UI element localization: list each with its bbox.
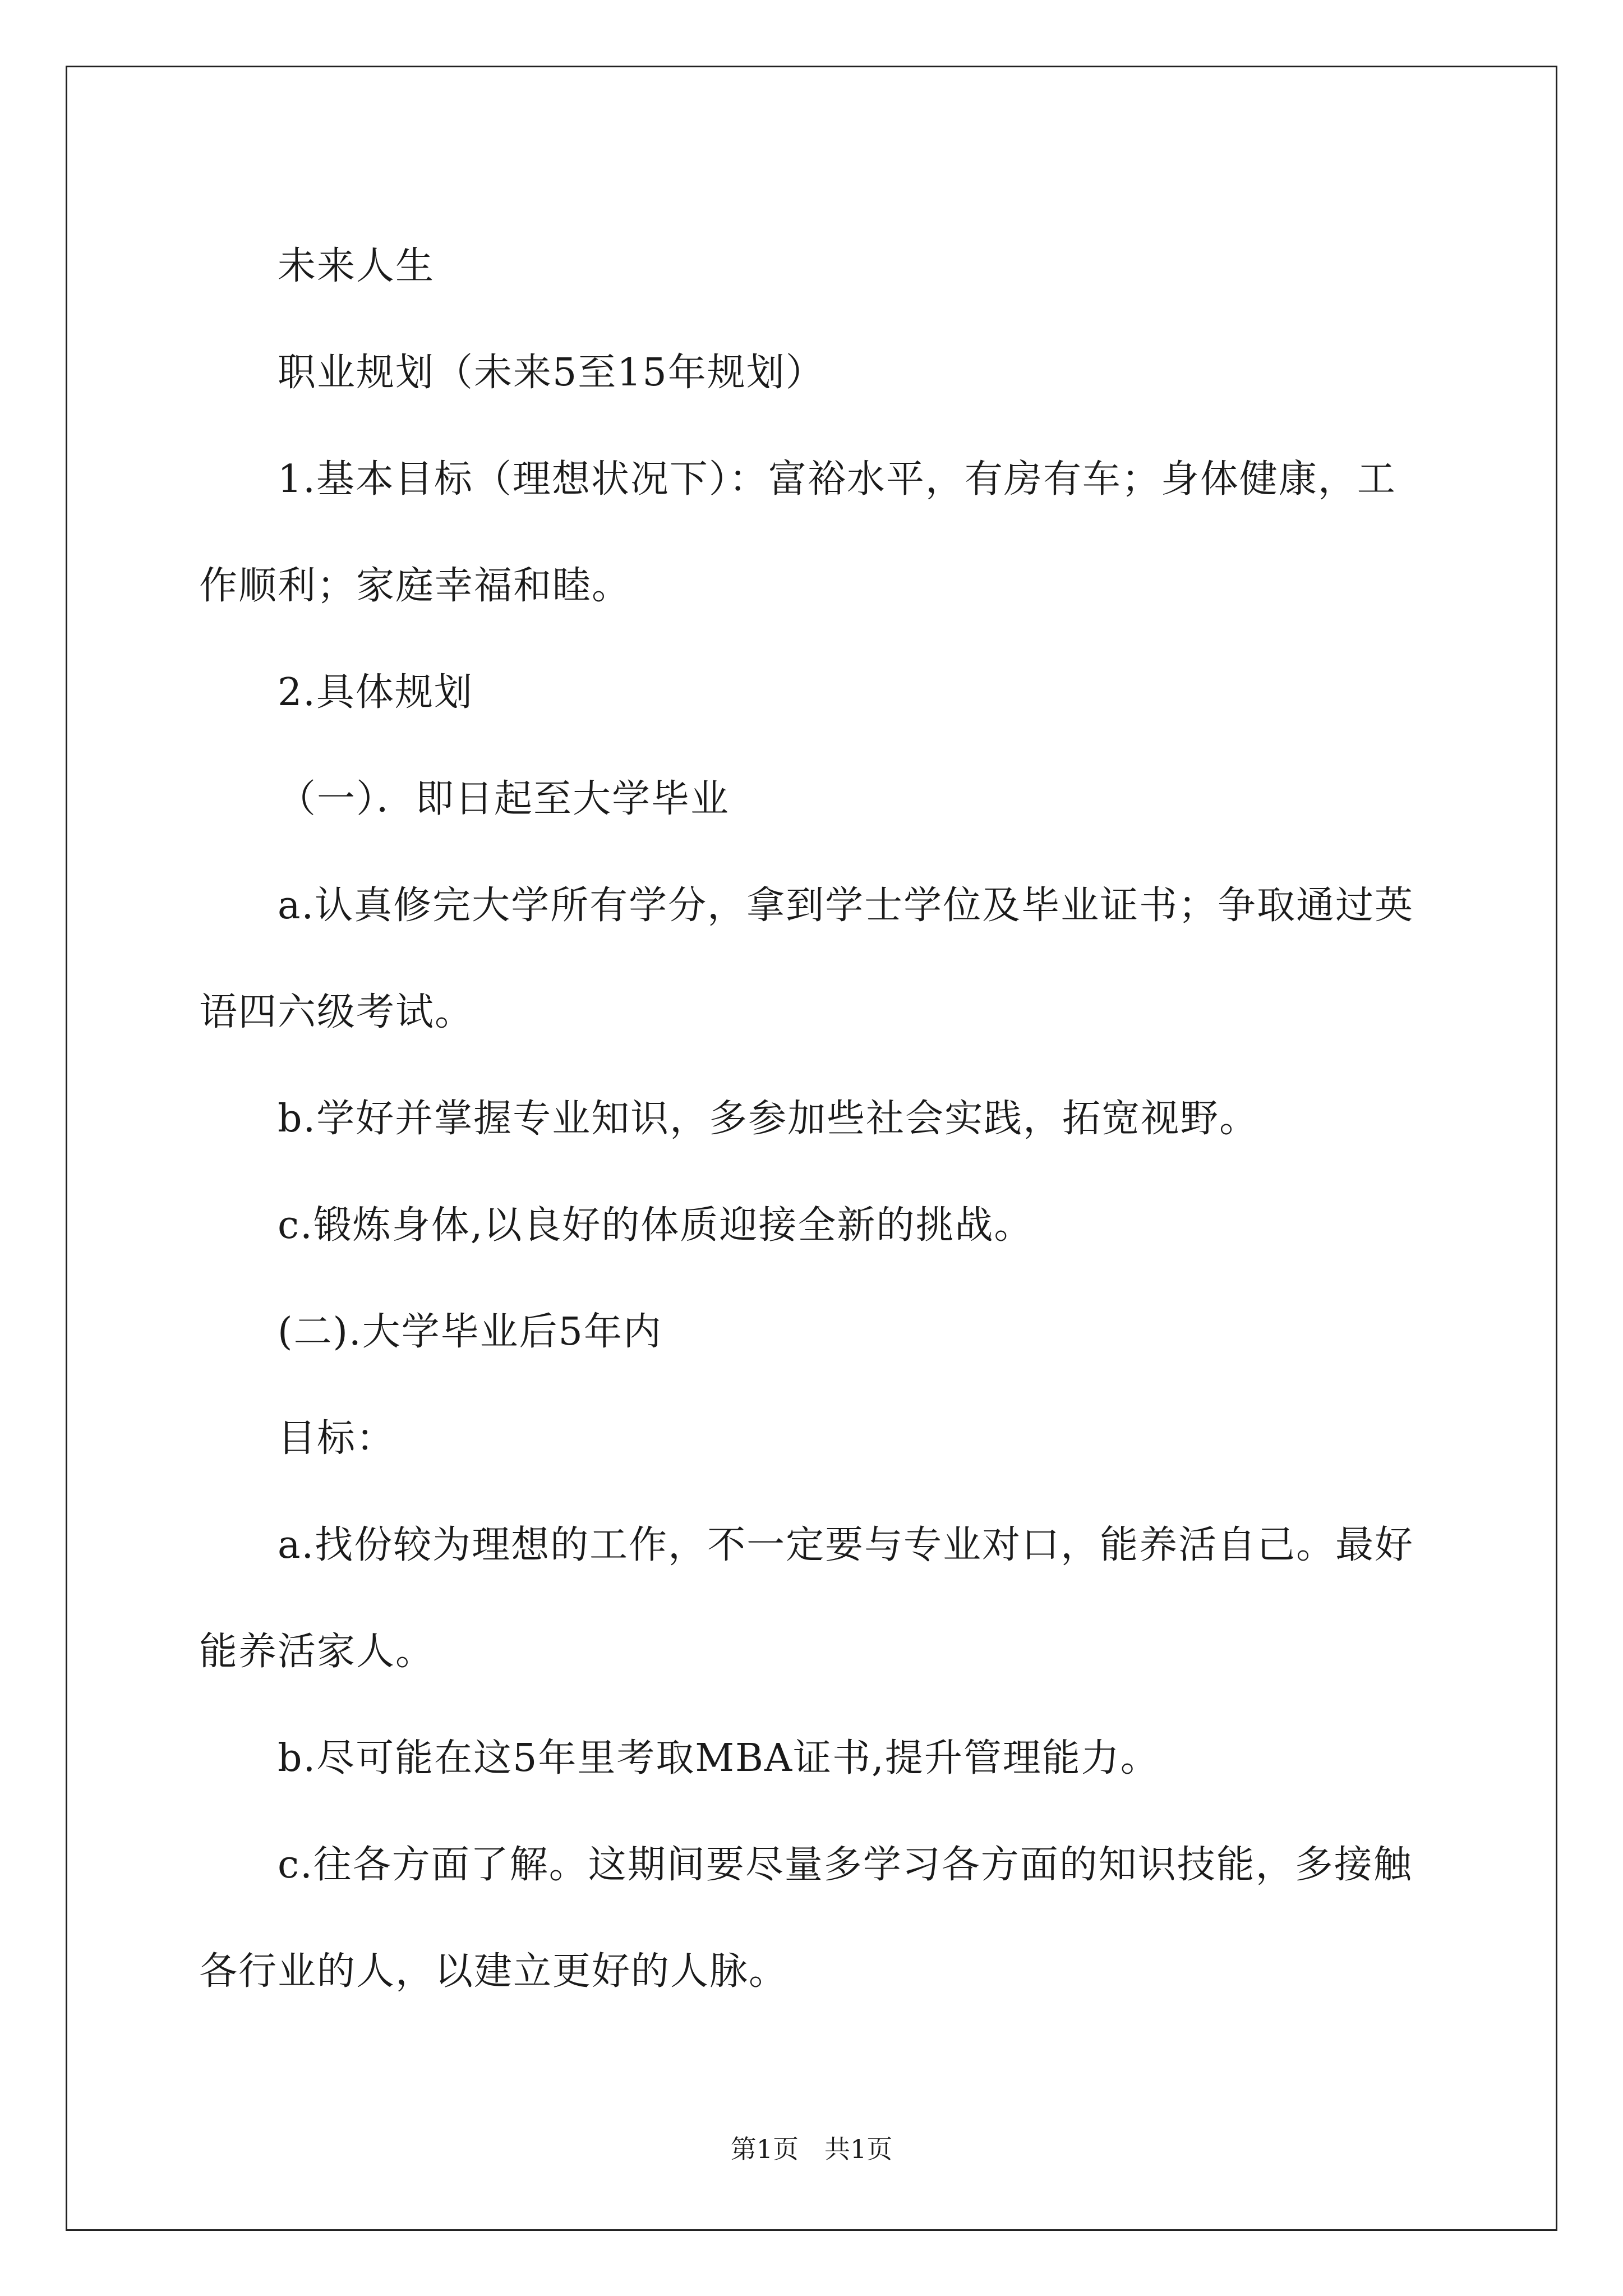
paragraph-section-two: (二).大学毕业后5年内 (278, 1310, 662, 1354)
paragraph-item-b2: b.尽可能在这5年里考取MBA证书,提升管理能力。 (278, 1736, 1160, 1780)
page-footer: 第1页 共1页 (730, 2134, 893, 2164)
paragraph-specific-plan: 2.具体规划 (278, 670, 473, 715)
paragraph-subtitle: 职业规划（未来5至15年规划） (278, 351, 825, 395)
paragraph-item-c2: c.往各方面了解。这期间要尽量多学习各方面的知识技能，多接触各行业的人，以建立更好的人脉。 (199, 1843, 1413, 1994)
paragraph-section-one: （一）．即日起至大学毕业 (278, 777, 730, 821)
paragraph-item-a1: a.认真修完大学所有学分，拿到学士学位及毕业证书；争取通过英语四六级考试。 (199, 884, 1414, 1034)
paragraph-basic-goal: 1.基本目标（理想状况下）：富裕水平，有房有车；身体健康，工作顺利；家庭幸福和睦。 (199, 457, 1396, 608)
paragraph-item-c1: c.锻炼身体,以良好的体质迎接全新的挑战。 (278, 1203, 1034, 1248)
paragraph-goal-label: 目标： (278, 1416, 396, 1461)
paragraph-item-a2: a.找份较为理想的工作，不一定要与专业对口，能养活自己。最好能养活家人。 (199, 1523, 1414, 1674)
document-body (199, 213, 1433, 2025)
paragraph-title: 未来人生 (278, 244, 435, 288)
paragraph-item-b1: b.学好并掌握专业知识，多参加些社会实践，拓宽视野。 (278, 1097, 1259, 1141)
